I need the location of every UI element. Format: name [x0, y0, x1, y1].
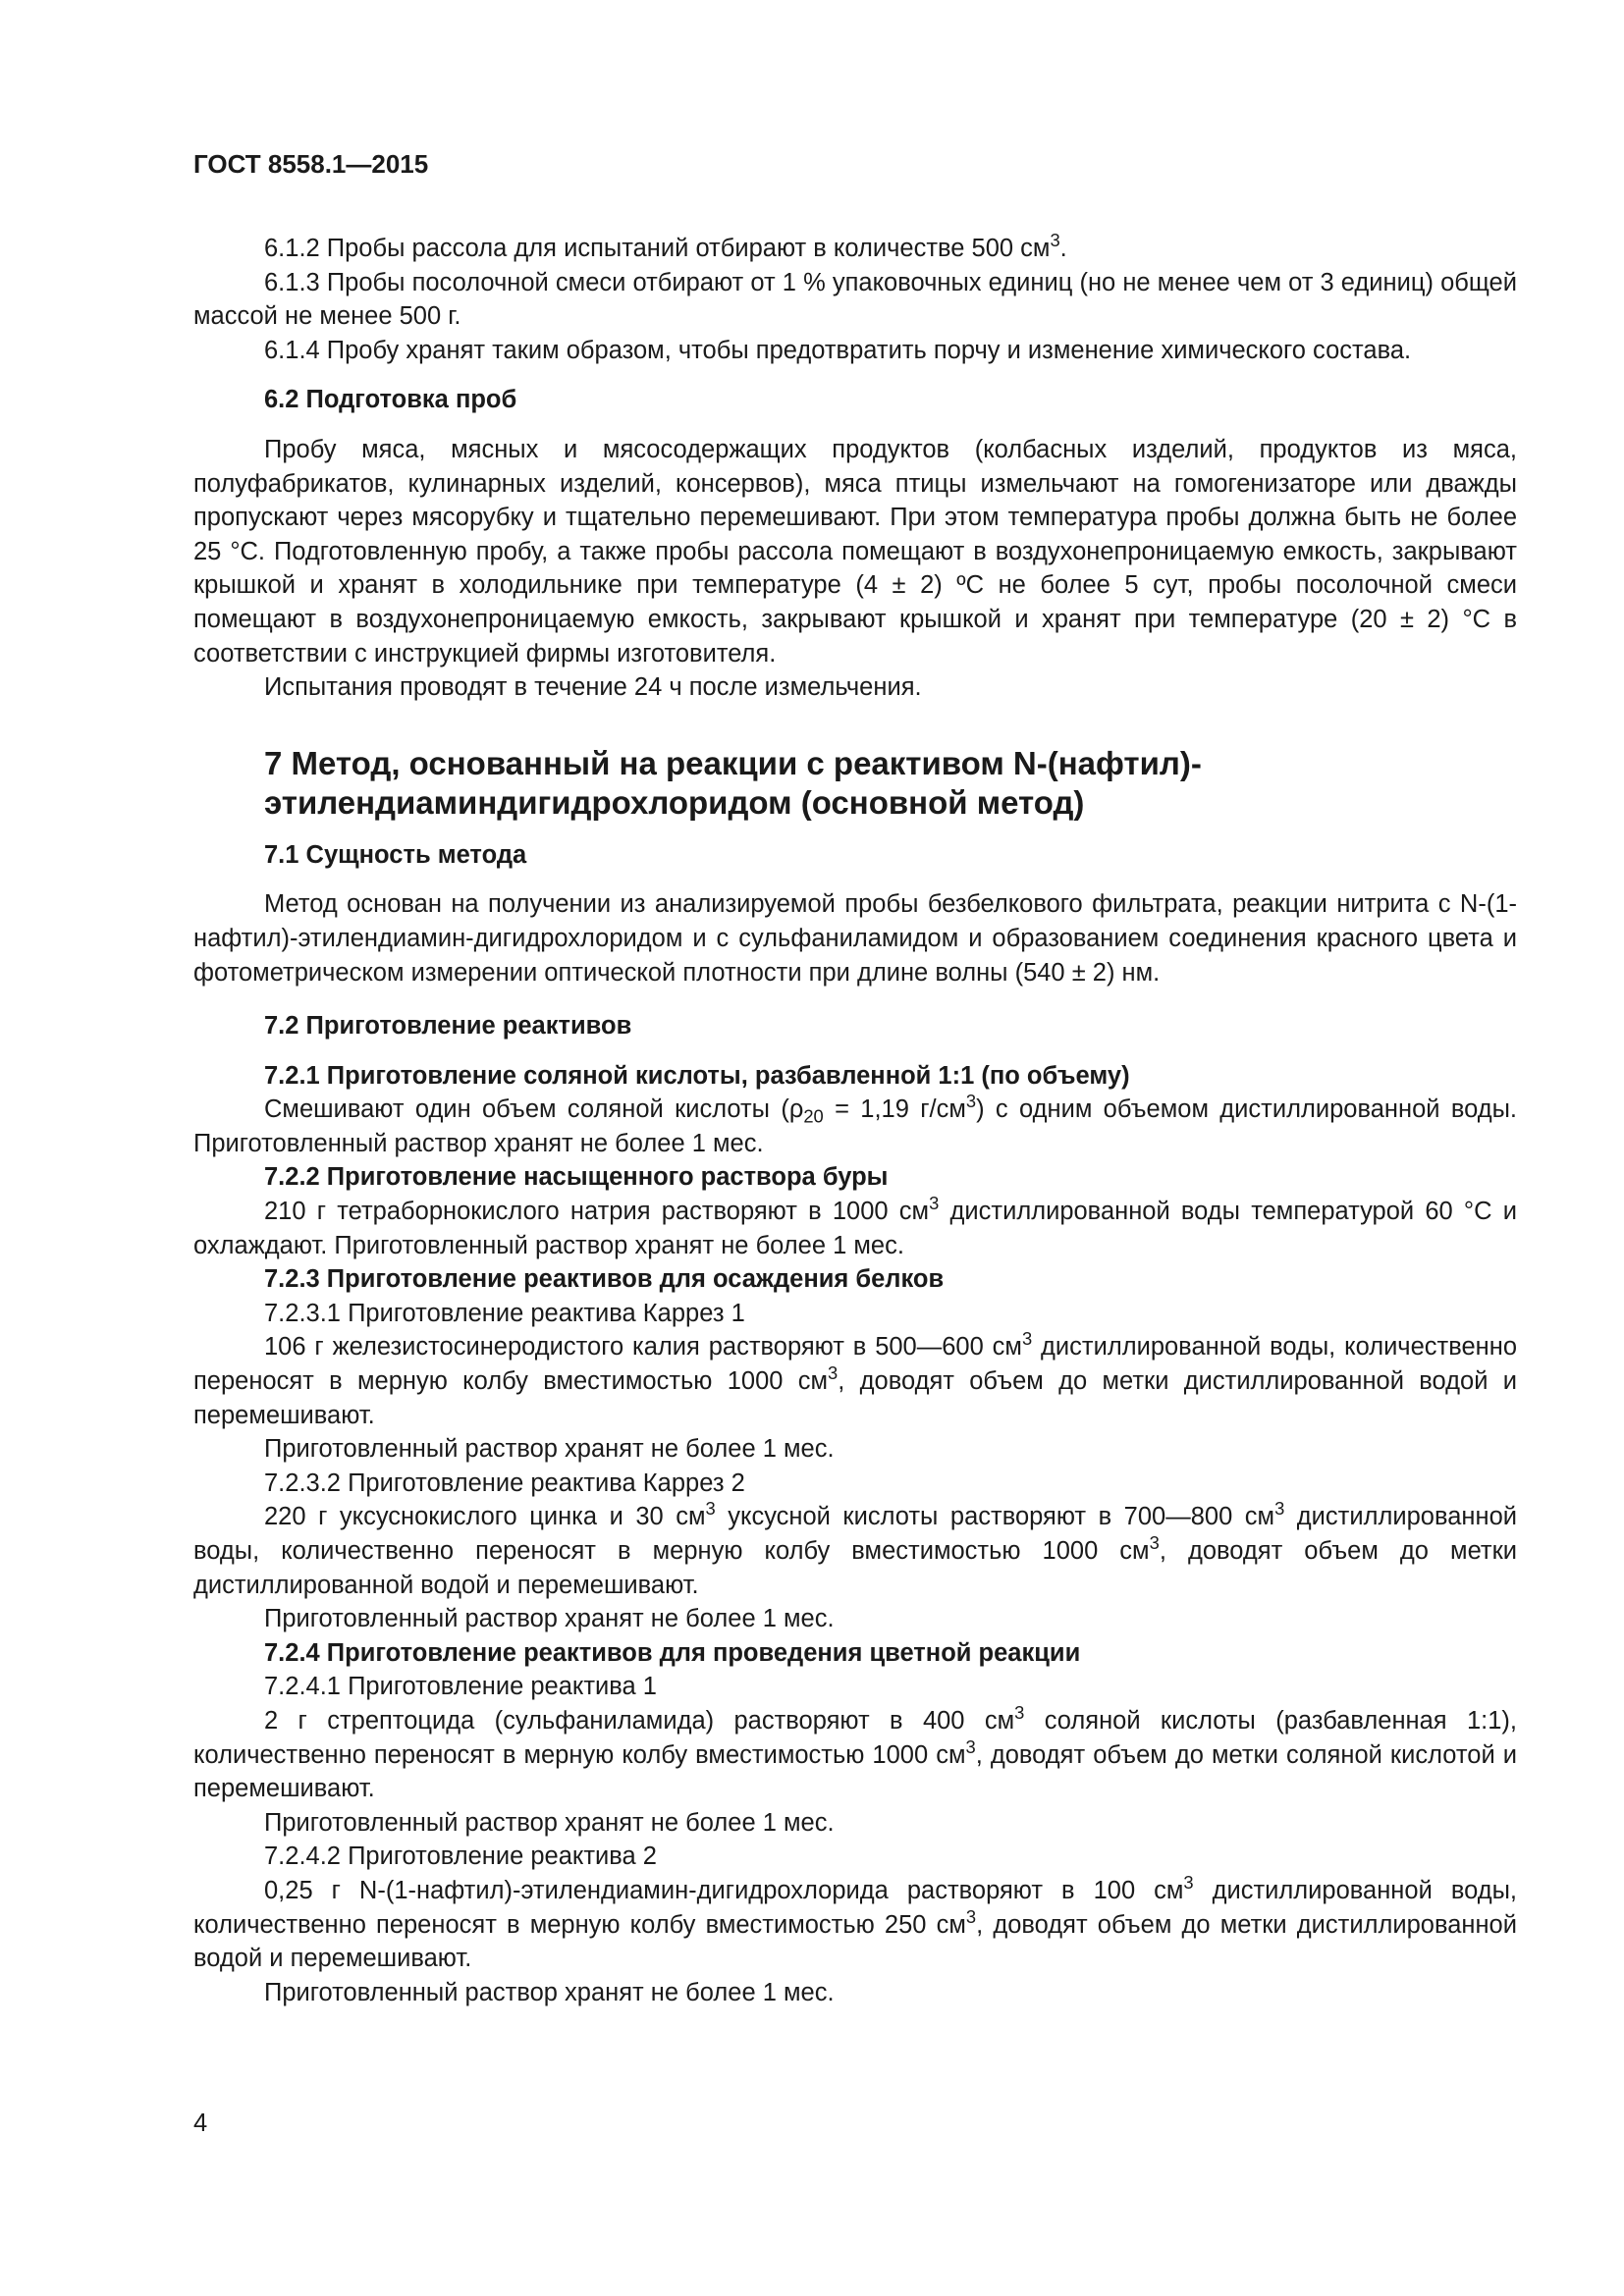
text: 106 г железистосинеродистого калия растворяют в 500—600 см	[264, 1333, 1022, 1362]
text: дистиллированной воды температурой 60 °С и охлаждают. Приготовленный раствор хранят не более 1 мес.	[193, 1198, 1517, 1259]
text: 210 г тетраборнокислого натрия растворяют в 1000 см	[264, 1198, 930, 1226]
heading-7-2: 7.2 Приготовление реактивов	[264, 1012, 632, 1041]
paragraph-7-2-4-1-store: Приготовленный раствор хранят не более 1 мес.	[264, 1808, 835, 1837]
text: Смешивают один объем соляной кислоты (ρ	[264, 1095, 804, 1124]
superscript: 3	[1149, 1531, 1160, 1553]
paragraph-6-1-4: 6.1.4 Пробу хранят таким образом, чтобы предотвратить порчу и изменение химического состава.	[264, 336, 1412, 364]
heading-7-2-2: 7.2.2 Приготовление насыщенного раствора буры	[264, 1163, 889, 1192]
superscript: 3	[965, 1905, 977, 1927]
heading-7-1: 7.1 Сущность метода	[264, 840, 527, 869]
paragraph-7-2-3-1-title: 7.2.3.1 Приготовление реактива Каррез 1	[264, 1299, 745, 1327]
paragraph-6-2-tests: Испытания проводят в течение 24 ч после измельчения.	[264, 673, 922, 702]
text: 2 г стрептоцида (сульфаниламида) растворяют в 400 см	[264, 1706, 1015, 1735]
paragraph-7-2-4-2-title: 7.2.4.2 Приготовление реактива 2	[264, 1842, 657, 1871]
paragraph-7-2-3-2-store: Приготовленный раствор хранят не более 1 мес.	[264, 1605, 835, 1633]
text: .	[1059, 235, 1067, 262]
superscript: 3	[828, 1362, 839, 1383]
text: дистиллированной воды, количественно переносят в мерную колбу вместимостью 1000 см	[193, 1503, 1517, 1565]
paragraph-7-1-body: Метод основан на получении из анализируемой пробы безбелкового фильтрата, реакции нитрита с N-(1-нафтил)-этилендиамин-дигидрохлоридом и с сульфаниламидом и образованием соединения красного цвета и фотометрическом измерении оптической плотности при длине волны (540 ± 2) нм.	[193, 890, 1517, 987]
heading-7-2-1: 7.2.1 Приготовление соляной кислоты, разбавленной 1:1 (по объему)	[264, 1061, 1130, 1090]
paragraph-7-2-3-1-body	[193, 1330, 1517, 1432]
superscript: 3	[965, 1735, 976, 1757]
text: 0,25 г N-(1-нафтил)-этилендиамин-дигидрохлорида растворяют в 100 см	[264, 1876, 1184, 1904]
section-7-title-line-2: этилендиаминдигидрохлоридом (основной метод)	[264, 783, 1085, 821]
text: соляной кислоты (разбавленная 1:1), количественно переносят в мерную колбу вместимостью 1000 см	[193, 1706, 1517, 1769]
paragraph-7-2-4-1-body	[193, 1701, 1517, 1806]
text: , доводят объем до метки дистиллированной водой и перемешивают.	[193, 1367, 1517, 1429]
paragraph-7-2-2-body	[193, 1192, 1517, 1262]
paragraph-7-2-3-1-store: Приготовленный раствор хранят не более 1 мес.	[264, 1435, 835, 1464]
superscript: 3	[1021, 1328, 1033, 1350]
text: , доводят объем до метки дистиллированной водой и перемешивают.	[193, 1910, 1517, 1973]
text: уксусной кислоты растворяют в 700—800 см	[715, 1503, 1275, 1531]
text: дистиллированной воды, количественно переносят в мерную колбу вместимостью 250 см	[193, 1876, 1517, 1939]
paragraph-6-1-2	[193, 229, 1517, 266]
text: , доводят объем до метки соляной кислотой и перемешивают.	[193, 1740, 1517, 1803]
subscript: 20	[803, 1105, 824, 1127]
paragraph-7-2-3-2-title: 7.2.3.2 Приготовление реактива Каррез 2	[264, 1468, 745, 1497]
superscript: 3	[1050, 229, 1060, 250]
superscript: 3	[1183, 1871, 1194, 1893]
section-7-title	[193, 744, 1517, 823]
paragraph-6-2-body: Пробу мяса, мясных и мясосодержащих продуктов (колбасных изделий, продуктов из мяса, полуфабрикатов, кулинарных изделий, консервов), мяса птицы измельчают на гомогенизаторе или дважды пропускают через мясорубку и тщательно перемешивают. При этом температура пробы должна быть не более 25 °С. Подготовленную пробу, а также пробы рассола помещают в воздухонепроницаемую емкость, закрывают крышкой и хранят в холодильнике при температуре (4 ± 2) ºС не более 5 сут, пробы посолочной смеси помещают в воздухонепроницаемую емкость, закрывают крышкой и хранят при температуре (20 ± 2) °С в соответствии с инструкцией фирмы изготовителя.	[193, 435, 1517, 667]
superscript: 3	[965, 1091, 977, 1112]
paragraph-7-2-4-1-title: 7.2.4.1 Приготовление реактива 1	[264, 1673, 657, 1701]
paragraph-7-2-3-2-body	[193, 1500, 1517, 1602]
paragraph-7-2-4-2-store: Приготовленный раствор хранят не более 1 мес.	[264, 1978, 835, 2006]
section-7-title-line-1: 7 Метод, основанный на реакции с реактивом N-(нафтил)-	[264, 744, 1202, 781]
text: = 1,19 г/см	[823, 1095, 966, 1124]
text: , доводят объем до метки дистиллированной водой и перемешивают.	[193, 1537, 1517, 1599]
paragraph-6-1-3: 6.1.3 Пробы посолочной смеси отбирают от 1 % упаковочных единиц (но не менее чем от 3 единиц) общей массой не менее 500 г.	[193, 268, 1517, 331]
superscript: 3	[1014, 1701, 1025, 1723]
text: дистиллированной воды, количественно переносят в мерную колбу вместимостью 1000 см	[193, 1333, 1517, 1396]
superscript: 3	[1274, 1498, 1285, 1520]
superscript: 3	[929, 1192, 940, 1213]
text: 6.1.2 Пробы рассола для испытаний отбирают в количестве 500 см	[264, 235, 1051, 262]
document-page	[193, 147, 1517, 2009]
superscript: 3	[705, 1498, 716, 1520]
document-id-header: ГОСТ 8558.1—2015	[193, 149, 429, 179]
paragraph-7-2-4-2-body	[193, 1871, 1517, 1976]
text: ) с одним объемом дистиллированной воды. Приготовленный раствор хранят не более 1 мес.	[193, 1095, 1517, 1157]
page-number: 4	[193, 2109, 208, 2137]
heading-7-2-3: 7.2.3 Приготовление реактивов для осаждения белков	[264, 1265, 945, 1294]
paragraph-7-2-1-body	[193, 1093, 1517, 1160]
heading-7-2-4: 7.2.4 Приготовление реактивов для проведения цветной реакции	[264, 1638, 1081, 1667]
heading-6-2: 6.2 Подготовка проб	[264, 386, 517, 414]
text: 220 г уксуснокислого цинка и 30 см	[264, 1503, 706, 1531]
